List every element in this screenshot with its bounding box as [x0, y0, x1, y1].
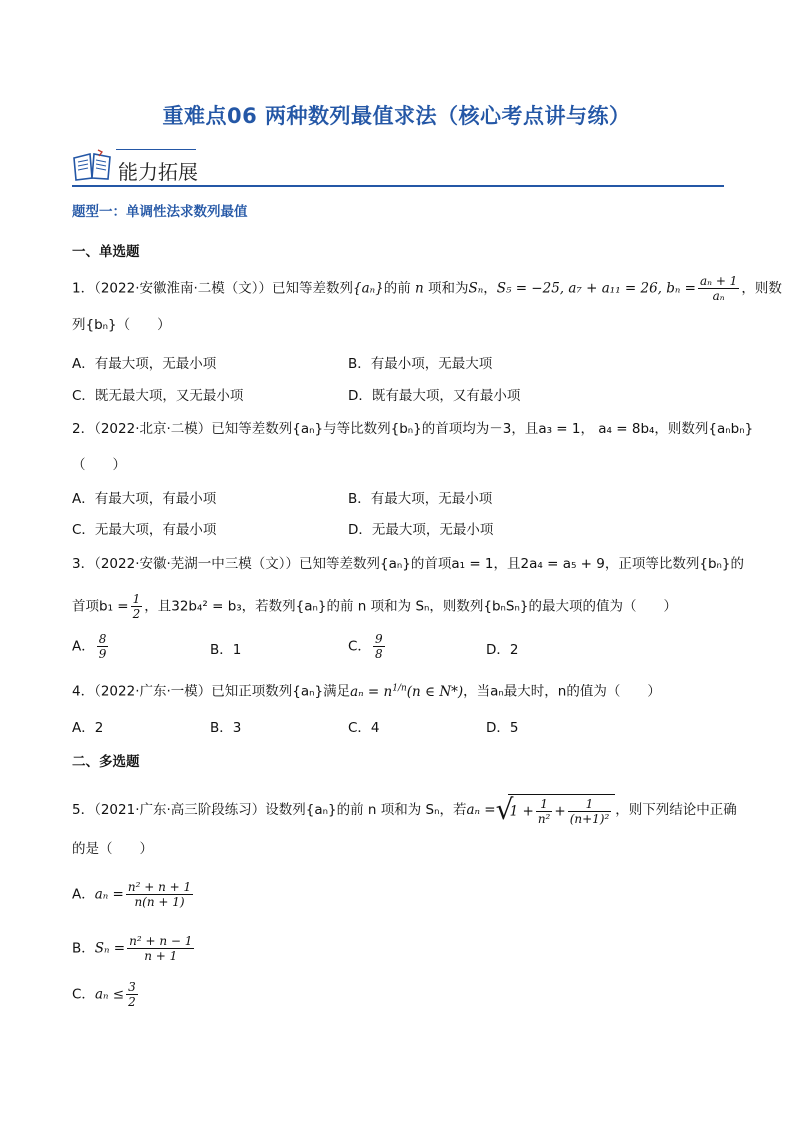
- part-heading-multi: 二、多选题: [72, 754, 140, 770]
- q3-option-c-label: C．: [348, 638, 371, 655]
- q1-intro: 1．（2022·安徽淮南·二模（文））已知等差数列: [72, 280, 354, 297]
- q4-option-d[interactable]: D．5: [486, 720, 519, 736]
- question-3-line-2: [72, 592, 677, 621]
- page-title: 重难点06 两种数列最值求法（核心考点讲与练）: [162, 104, 631, 128]
- q3-option-c[interactable]: [348, 632, 387, 661]
- question-1-line-1: 1．（2022·安徽淮南·二模（文））已知等差数列{aₙ}的前 n 项和为Sₙ，S₅ = −25, a₇ + a₁₁ = 26, bₙ = $\frac{\text{aₙ + 1}}{\text{aₙ}}$ ，则数: [72, 274, 782, 303]
- q4-text2: ，当aₙ最大时，n的值为（ ）: [463, 683, 661, 700]
- q3-option-b[interactable]: B．1: [210, 642, 242, 658]
- q1-option-a[interactable]: A．有最大项，无最小项: [72, 356, 217, 372]
- q2-option-a[interactable]: A．有最大项，有最小项: [72, 491, 217, 507]
- section-header: [72, 148, 724, 188]
- q4-text1: 4．（2022·广东·一模）已知正项数列{aₙ}满足: [72, 683, 351, 700]
- q5-sqrt-expression: √ 1 + $\frac{1}{\text{n²}}$ + $\frac{1}{\text{(n+1)²}}$: [496, 794, 616, 826]
- q1-mid2: 项和为: [428, 280, 469, 297]
- open-book-icon: [72, 148, 112, 182]
- q3-option-a[interactable]: [72, 632, 110, 661]
- q2-option-c[interactable]: C．无最大项，有最小项: [72, 522, 217, 538]
- q5-option-a-label: A．: [72, 886, 95, 903]
- question-4-line-1: [72, 679, 661, 701]
- question-5-line-2: 的是（ ）: [72, 841, 153, 857]
- topic-heading: 题型一：单调性法求数列最值: [72, 204, 248, 220]
- q3-half-fraction: $\frac{1}{2}$: [132, 592, 141, 621]
- q3-option-a-label: A．: [72, 638, 95, 655]
- header-top-line: [116, 149, 196, 150]
- q1-tail: ，则数: [741, 280, 782, 297]
- q1-seq-a: {aₙ}: [353, 280, 384, 297]
- q4-option-b[interactable]: B．3: [210, 720, 242, 736]
- q5-option-c[interactable]: C．aₙ ≤ $\frac{3}{2}$: [72, 980, 136, 1009]
- question-2-line-1: 2．（2022·北京·二模）已知等差数列{aₙ}与等比数列{bₙ}的首项均为－3，且a₃ = 1， a₄ = 8b₄，则数列{aₙbₙ}: [72, 421, 754, 437]
- q3-line2b: ，且32b₄² = b₃，若数列{aₙ}的前 n 项和为 Sₙ，则数列{bₙSₙ}的最大项的值为（ ）: [144, 598, 677, 615]
- q5-text2: ，则下列结论中正确: [615, 802, 737, 818]
- q5-option-b-label: B．: [72, 940, 95, 957]
- q4-option-c[interactable]: C．4: [348, 720, 380, 736]
- q4-option-a[interactable]: A．2: [72, 720, 104, 736]
- q4-formula: $a_n = n^{1/n}(n$ ∈ N*): [350, 683, 464, 700]
- q1-mid1: 的前: [383, 280, 411, 297]
- q5-an: aₙ =: [466, 802, 496, 818]
- q5-option-a[interactable]: A．aₙ = $\frac{\text{n² + n + 1}}{n(n + 1)}$: [72, 880, 192, 909]
- q2-option-d[interactable]: D．无最大项，无最小项: [348, 522, 494, 538]
- q5-option-b[interactable]: B．Sₙ = $\frac{\text{n² + n − 1}}{n + 1}$: [72, 934, 193, 963]
- q5-text1: 5．（2021·广东·高三阶段练习）设数列{aₙ}的前 n 项和为 Sₙ，若: [72, 802, 467, 818]
- q3-line2a: 首项b₁ =: [72, 598, 129, 615]
- section-label: 能力拓展: [118, 160, 198, 184]
- part-heading-single: 一、单选题: [72, 244, 140, 260]
- q1-option-b[interactable]: B．有最小项，无最大项: [348, 356, 493, 372]
- q3-option-d[interactable]: D．2: [486, 642, 519, 658]
- question-5-line-1: [72, 794, 737, 826]
- q1-option-c[interactable]: C．既无最大项，又无最小项: [72, 388, 244, 404]
- question-3-line-1: 3．（2022·安徽·芜湖一中三模（文））已知等差数列{aₙ}的首项a₁ = 1，且2a₄ = a₅ + 9，正项等比数列{bₙ}的: [72, 556, 744, 572]
- q3-option-a-fraction: $\frac{8}{9}$: [98, 632, 107, 661]
- q3-option-c-fraction: $\frac{9}{8}$: [374, 632, 383, 661]
- header-rule: [72, 185, 724, 187]
- question-1-line-2: 列{bₙ}（ ）: [72, 317, 171, 333]
- q1-fraction: $\frac{\text{aₙ + 1}}{\text{aₙ}}$: [699, 274, 738, 303]
- q1-condition: S₅ = −25, a₇ + a₁₁ = 26, bₙ =: [496, 280, 696, 297]
- q1-option-d[interactable]: D．既有最大项，又有最小项: [348, 388, 521, 404]
- question-2-line-2: （ ）: [72, 457, 126, 473]
- q1-n: n: [410, 280, 429, 297]
- q5-option-c-label: C．: [72, 986, 95, 1003]
- q1-sn: Sₙ: [468, 280, 484, 297]
- q2-option-b[interactable]: B．有最大项，无最小项: [348, 491, 493, 507]
